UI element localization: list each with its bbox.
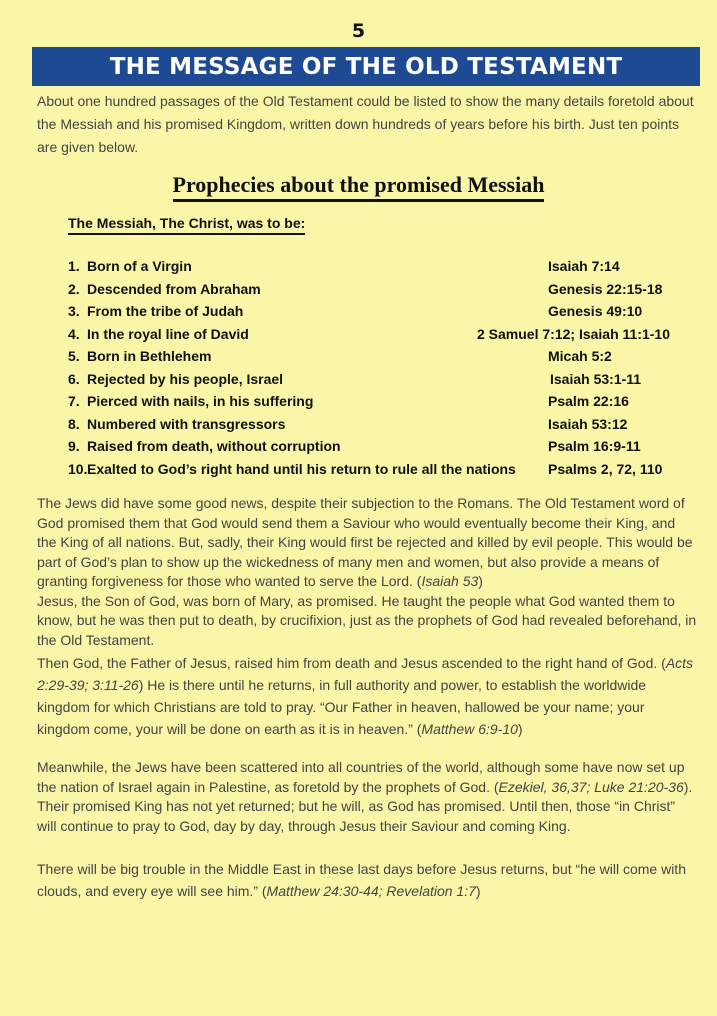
prophecy-item [68, 326, 688, 349]
body-text: ). Their promised King has not yet returned; but he will, as God has promised. Until then, those “in Christ” will continue to pray to God, day by day, through Jesus their Saviour and coming King. [37, 778, 693, 834]
intro-paragraph: About one hundred passages of the Old Testament could be listed to show the many details foretold about the Messiah and his promised Kingdom, written down hundreds of years before his birth. Just ten points are given below. [37, 93, 694, 155]
body-text: The Jews did have some good news, despite their subjection to the Romans. The Old Testament word of God promised them that God would send them a Saviour who would eventually become their King, and the King of all nations. But, sadly, their King would first be rejected and killed by evil people. This would be part of God’s plan to show up the wickedness of many men and women, but also provide a means of granting forgiveness for those who wanted to serve the Lord. ( [37, 495, 693, 589]
prophecy-number: 8. [68, 415, 80, 432]
body-text: Meanwhile, the Jews have been scattered into all countries of the world, although some have now set up the nation of Israel again in Palestine, as foretold by the prophets of God. ( [37, 759, 685, 795]
section-heading [0, 172, 717, 198]
prophecy-reference: Isaiah 53:12 [548, 415, 628, 432]
scripture-reference: Isaiah 53 [421, 573, 479, 589]
prophecy-item [68, 348, 688, 371]
prophecy-reference: Genesis 22:15-18 [548, 280, 663, 297]
body-paragraph-ascension [37, 652, 697, 740]
body-paragraph-saviour [37, 494, 697, 650]
body-paragraph-return [37, 858, 697, 902]
scripture-reference: Acts 2:29-39; 3:11-26 [37, 655, 694, 693]
prophecy-text: Born in Bethlehem [87, 348, 212, 364]
prophecy-number: 3. [68, 303, 80, 319]
scripture-reference: Matthew 6:9-10 [421, 721, 518, 737]
prophecy-text: Raised from death, without corruption [87, 438, 341, 454]
prophecy-reference: Isaiah 53:1-11 [550, 370, 642, 387]
page-title-banner: THE MESSAGE OF THE OLD TESTAMENT [32, 47, 700, 86]
body-text: Jesus, the Son of God, was born of Mary, as promised. He taught the people what God wanted them to know, but he was then put to death, by crucifixion, just as the prophets of God had revealed beforehand, in the Old Testament. [37, 592, 697, 648]
body-text: There will be big trouble in the Middle East in these last days before Jesus returns, but “he will come with clouds, and every eye will see him.” ( [37, 861, 686, 899]
list-subheading: The Messiah, The Christ, was to be: [68, 215, 305, 235]
prophecy-number: 5. [68, 348, 80, 364]
body-text: ) [478, 573, 483, 589]
prophecy-number: 2. [68, 280, 80, 297]
prophecy-number: 10. [68, 460, 88, 477]
prophecy-text: Rejected by his people, Israel [87, 370, 284, 387]
prophecy-text: In the royal line of David [87, 325, 249, 342]
body-paragraph-israel [37, 758, 697, 836]
prophecy-item [68, 281, 688, 304]
prophecy-item [68, 416, 688, 439]
scripture-reference: Matthew 24:30-44; Revelation 1:7 [266, 883, 476, 899]
prophecy-reference: Micah 5:2 [548, 348, 612, 364]
prophecy-reference: Genesis 49:10 [548, 303, 643, 319]
prophecy-number: 6. [68, 370, 80, 387]
prophecy-reference: Psalms 2, 72, 110 [548, 460, 663, 477]
prophecy-number: 7. [68, 393, 80, 409]
prophecy-number: 9. [68, 438, 80, 454]
prophecy-text: Numbered with transgressors [87, 415, 286, 432]
body-text: ) He is there until he returns, in full authority and power, to establish the worldwide kingdom for which Christians are told to pray. “Our Father in heaven, hallowed be your name; your kingdom come, your will be done on earth as it is in heaven.” ( [37, 677, 647, 737]
prophecy-item [68, 461, 688, 484]
prophecy-item [68, 393, 688, 416]
prophecy-reference: Psalm 16:9-11 [548, 438, 641, 454]
prophecy-number: 1. [68, 258, 80, 274]
prophecy-item [68, 371, 688, 394]
prophecy-text: Descended from Abraham [87, 280, 261, 297]
prophecy-item [68, 438, 688, 461]
scripture-reference: Ezekiel, 36,37; Luke 21:20-36 [498, 778, 684, 795]
prophecy-number: 4. [68, 325, 80, 342]
prophecy-item [68, 303, 688, 326]
body-text: ) [517, 721, 523, 737]
body-text: Then God, the Father of Jesus, raised him from death and Jesus ascended to the right hand of God. ( [37, 655, 666, 671]
prophecy-text: Pierced with nails, in his suffering [87, 393, 314, 409]
section-heading-text: Prophecies about the promised Messiah [173, 172, 545, 202]
prophecy-item [68, 258, 688, 281]
prophecy-text: From the tribe of Judah [87, 303, 244, 319]
prophecy-text: Born of a Virgin [87, 258, 192, 274]
body-text: ) [475, 883, 481, 899]
prophecy-reference: Isaiah 7:14 [548, 258, 620, 274]
prophecy-reference: Psalm 22:16 [548, 393, 629, 409]
page-number: 5 [351, 20, 366, 42]
prophecy-reference: 2 Samuel 7:12; Isaiah 11:1-10 [477, 325, 670, 342]
prophecy-text: Exalted to God’s right hand until his return to rule all the nations [87, 460, 516, 477]
prophecy-list [68, 258, 688, 483]
